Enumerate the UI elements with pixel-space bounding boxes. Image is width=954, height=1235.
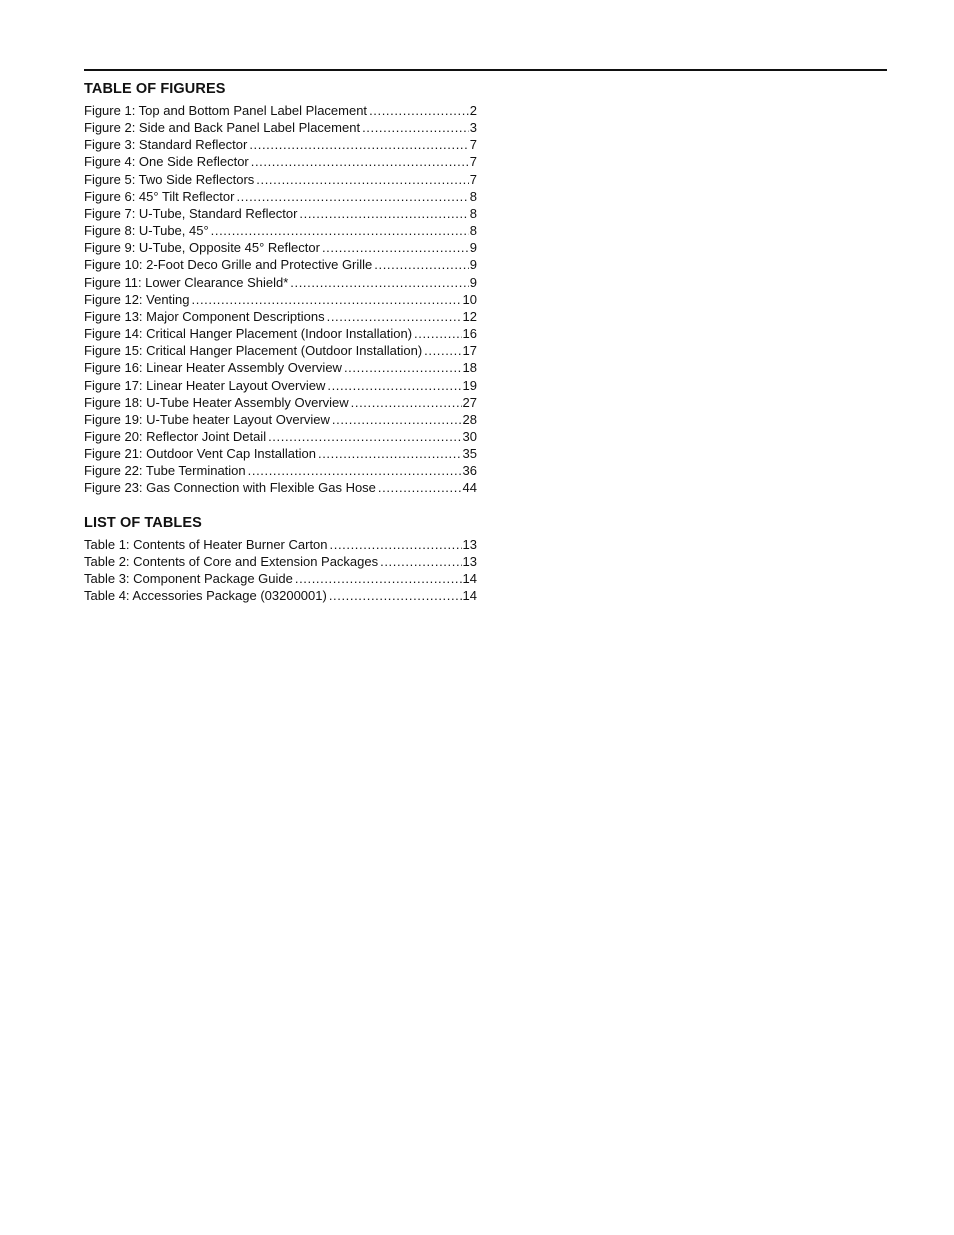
dot-leader xyxy=(329,587,462,604)
entry-label: Figure 1: Top and Bottom Panel Label Placement xyxy=(84,103,368,118)
entry-page-number: 7 xyxy=(469,137,477,153)
entry-label: Figure 8: U-Tube, 45° xyxy=(84,223,209,239)
figure-entry[interactable] xyxy=(84,188,477,205)
entry-label: Table 1: Contents of Heater Burner Carton xyxy=(84,537,328,552)
entry-label: Figure 2: Side and Back Panel Label Placement xyxy=(84,120,361,136)
entry-page-number: 8 xyxy=(469,223,477,239)
entry-page-number: 28 xyxy=(462,411,477,427)
entry-label: Figure 12: Venting xyxy=(84,291,190,307)
tables-list xyxy=(84,536,477,605)
dot-leader xyxy=(351,394,462,411)
entry-page-number: 2 xyxy=(469,103,477,118)
dot-leader xyxy=(424,342,461,359)
figure-entry[interactable] xyxy=(84,119,477,136)
figure-entry[interactable] xyxy=(84,256,477,273)
entry-page-number: 9 xyxy=(469,240,477,256)
entry-label: Table 3: Component Package Guide xyxy=(84,571,293,587)
figure-entry[interactable] xyxy=(84,153,477,170)
entry-page-number: 7 xyxy=(469,171,477,187)
entry-label: Figure 19: U-Tube heater Layout Overview xyxy=(84,411,330,427)
dot-leader xyxy=(369,102,469,119)
entry-page-number: 7 xyxy=(469,154,477,170)
entry-label: Figure 15: Critical Hanger Placement (Outdoor Installation) xyxy=(84,343,423,359)
dot-leader xyxy=(295,570,462,587)
table-entry[interactable] xyxy=(84,536,477,553)
entry-page-number: 13 xyxy=(462,537,477,552)
dot-leader xyxy=(249,136,468,153)
figure-entry[interactable] xyxy=(84,359,477,376)
figure-entry[interactable] xyxy=(84,171,477,188)
entry-label: Figure 6: 45° Tilt Reflector xyxy=(84,188,235,204)
entry-page-number: 30 xyxy=(462,428,477,444)
entry-page-number: 8 xyxy=(469,205,477,221)
figure-entry[interactable] xyxy=(84,479,477,496)
figure-entry[interactable] xyxy=(84,394,477,411)
entry-page-number: 19 xyxy=(462,377,477,393)
dot-leader xyxy=(330,536,462,553)
entry-page-number: 9 xyxy=(469,257,477,273)
dot-leader xyxy=(318,445,462,462)
entry-page-number: 12 xyxy=(462,308,477,324)
entry-label: Table 4: Accessories Package (03200001) xyxy=(84,588,327,604)
entry-label: Figure 7: U-Tube, Standard Reflector xyxy=(84,205,298,221)
entry-page-number: 36 xyxy=(462,463,477,479)
entry-label: Figure 20: Reflector Joint Detail xyxy=(84,428,267,444)
figure-entry[interactable] xyxy=(84,445,477,462)
entry-label: Figure 13: Major Component Descriptions xyxy=(84,308,325,324)
figure-entry[interactable] xyxy=(84,342,477,359)
dot-leader xyxy=(380,553,461,570)
table-entry[interactable] xyxy=(84,570,477,587)
entry-label: Figure 10: 2-Foot Deco Grille and Protective Grille xyxy=(84,257,373,273)
entry-label: Figure 21: Outdoor Vent Cap Installation xyxy=(84,446,316,462)
figure-entry[interactable] xyxy=(84,462,477,479)
header-rule xyxy=(84,69,887,71)
list-of-tables xyxy=(84,514,477,605)
figure-entry[interactable] xyxy=(84,325,477,342)
figure-entry[interactable] xyxy=(84,222,477,239)
dot-leader xyxy=(332,411,462,428)
figures-list xyxy=(84,102,477,497)
dot-leader xyxy=(290,274,469,291)
entry-page-number: 14 xyxy=(462,588,477,604)
entry-page-number: 35 xyxy=(462,446,477,462)
entry-page-number: 3 xyxy=(469,120,477,136)
dot-leader xyxy=(256,171,468,188)
dot-leader xyxy=(344,359,462,376)
entry-page-number: 10 xyxy=(462,291,477,307)
dot-leader xyxy=(268,428,461,445)
entry-page-number: 8 xyxy=(469,188,477,204)
figure-entry[interactable] xyxy=(84,411,477,428)
entry-label: Figure 14: Critical Hanger Placement (Indoor Installation) xyxy=(84,326,413,342)
dot-leader xyxy=(322,239,469,256)
entry-label: Figure 5: Two Side Reflectors xyxy=(84,171,255,187)
figure-entry[interactable] xyxy=(84,428,477,445)
figure-entry[interactable] xyxy=(84,308,477,325)
entry-label: Figure 18: U-Tube Heater Assembly Overview xyxy=(84,394,349,410)
dot-leader xyxy=(378,479,462,496)
dot-leader xyxy=(374,256,468,273)
tables-heading: LIST OF TABLES xyxy=(84,515,202,531)
entry-page-number: 27 xyxy=(462,394,477,410)
table-of-figures xyxy=(84,80,477,497)
entry-label: Figure 17: Linear Heater Layout Overview xyxy=(84,377,326,393)
dot-leader xyxy=(299,205,468,222)
dot-leader xyxy=(236,188,468,205)
figure-entry[interactable] xyxy=(84,377,477,394)
dot-leader xyxy=(251,153,469,170)
dot-leader xyxy=(192,291,462,308)
dot-leader xyxy=(327,377,461,394)
entry-label: Figure 16: Linear Heater Assembly Overview xyxy=(84,360,342,376)
entry-page-number: 17 xyxy=(462,343,477,359)
dot-leader xyxy=(327,308,462,325)
entry-label: Figure 11: Lower Clearance Shield* xyxy=(84,274,289,290)
entry-page-number: 16 xyxy=(462,326,477,342)
figure-entry[interactable] xyxy=(84,205,477,222)
entry-label: Table 2: Contents of Core and Extension Packages xyxy=(84,554,379,570)
figure-entry[interactable] xyxy=(84,239,477,256)
entry-page-number: 44 xyxy=(462,480,477,496)
figure-entry[interactable] xyxy=(84,291,477,308)
table-entry[interactable] xyxy=(84,587,477,604)
entry-label: Figure 3: Standard Reflector xyxy=(84,137,248,153)
dot-leader xyxy=(211,222,469,239)
dot-leader xyxy=(362,119,469,136)
figure-entry[interactable] xyxy=(84,274,477,291)
dot-leader xyxy=(414,325,461,342)
entry-label: Figure 23: Gas Connection with Flexible Gas Hose xyxy=(84,480,376,496)
dot-leader xyxy=(248,462,462,479)
figures-heading: TABLE OF FIGURES xyxy=(84,81,226,97)
figure-entry[interactable] xyxy=(84,136,477,153)
table-entry[interactable] xyxy=(84,553,477,570)
entry-label: Figure 22: Tube Termination xyxy=(84,463,246,479)
entry-label: Figure 4: One Side Reflector xyxy=(84,154,249,170)
entry-page-number: 13 xyxy=(462,554,477,570)
entry-page-number: 18 xyxy=(462,360,477,376)
figure-entry[interactable] xyxy=(84,102,477,119)
entry-page-number: 9 xyxy=(469,274,477,290)
entry-page-number: 14 xyxy=(462,571,477,587)
entry-label: Figure 9: U-Tube, Opposite 45° Reflector xyxy=(84,240,320,256)
